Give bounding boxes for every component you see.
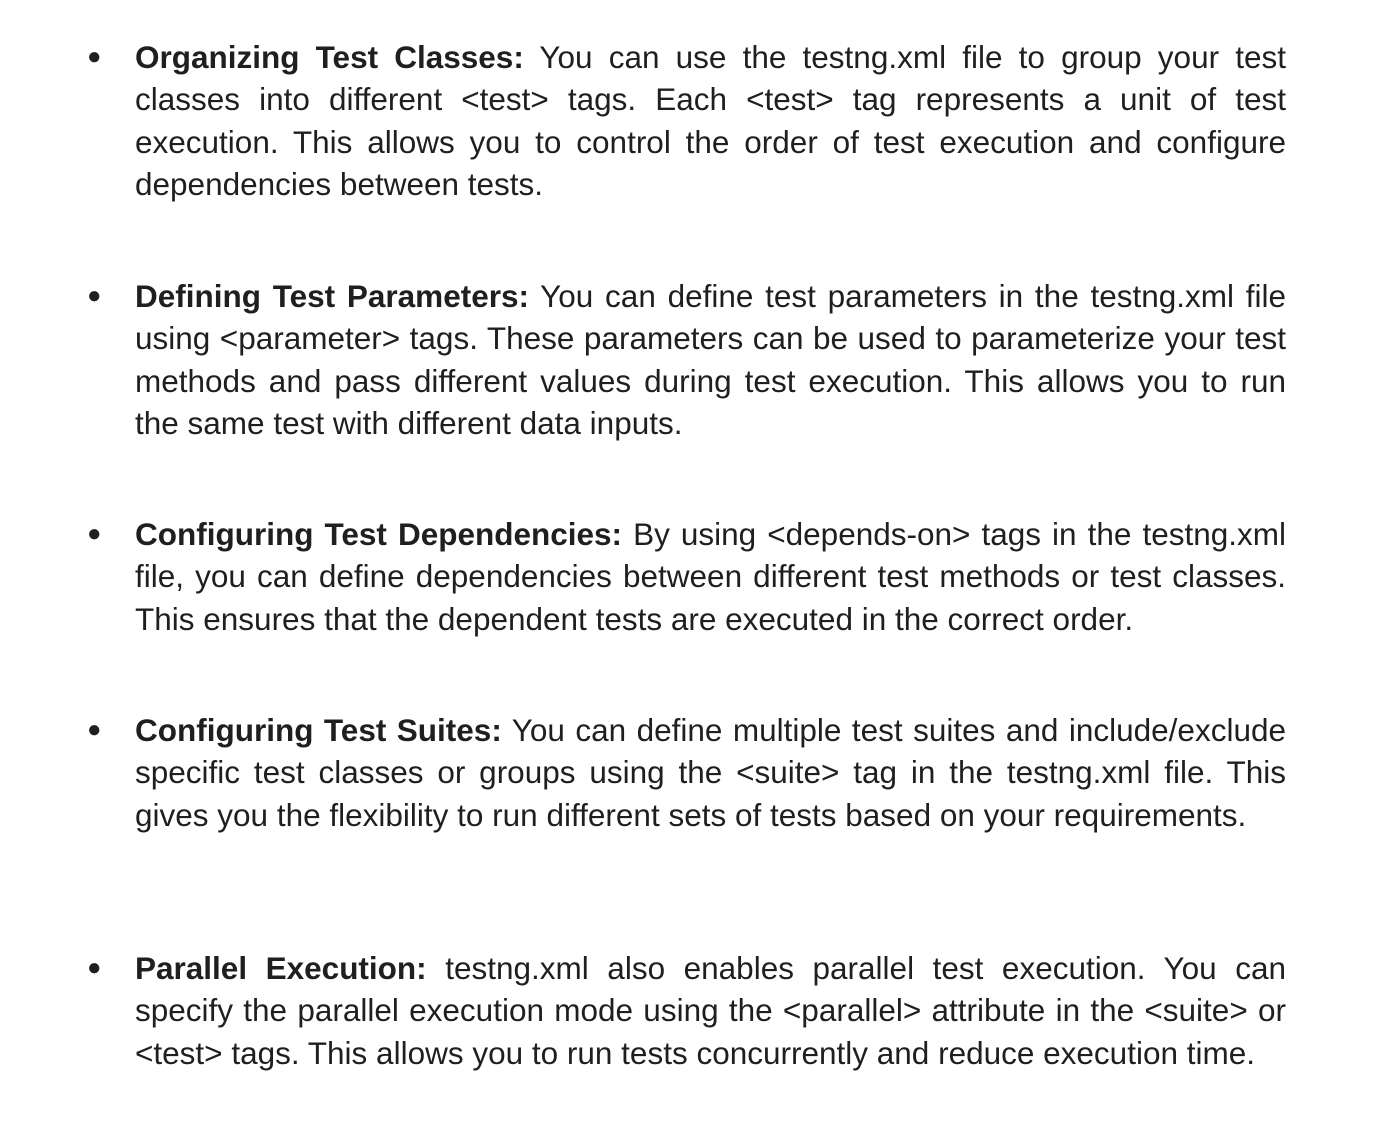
item-term: Organizing Test Classes: [135, 39, 524, 75]
item-term: Configuring Test Suites: [135, 712, 502, 748]
bullet-icon: ● [87, 43, 102, 70]
list-item-configuring-test-suites [87, 709, 1286, 836]
item-text: You can use the testng.xml file to group your test classes into different <test> tags. Each <test> tag represents a unit of test execution. This allows you to control the order of test execution and configure dependencies between tests. [135, 39, 1286, 202]
list-item-defining-test-parameters [87, 275, 1286, 444]
item-term: Configuring Test Dependencies: [135, 516, 623, 552]
bullet-icon: ● [87, 282, 102, 309]
item-text: testng.xml also enables parallel test execution. You can specify the parallel execution mode using the <parallel> attribute in the <suite> or <test> tags. This allows you to run tests concurrently and reduce execution time. [135, 950, 1286, 1071]
item-text: You can define test parameters in the testng.xml file using <parameter> tags. These parameters can be used to parameterize your test methods and pass different values during test execution. This allows you to run the same test with different data inputs. [135, 278, 1286, 441]
list-item-parallel-execution [87, 947, 1286, 1074]
bullet-icon: ● [87, 716, 102, 743]
bullet-icon: ● [87, 954, 102, 981]
item-term: Parallel Execution: [135, 950, 427, 986]
item-text: You can define multiple test suites and include/exclude specific test classes or groups using the <suite> tag in the testng.xml file. This gives you the flexibility to run different sets of tests based on your requirements. [135, 712, 1286, 833]
item-term: Defining Test Parameters: [135, 278, 529, 314]
bullet-icon: ● [87, 520, 102, 547]
list-item-configuring-test-dependencies [87, 513, 1287, 640]
item-text: By using <depends-on> tags in the testng.xml file, you can define dependencies between different test methods or test classes. This ensures that the dependent tests are executed in the correct order. [135, 516, 1287, 637]
list-item-organizing-test-classes [87, 36, 1286, 205]
